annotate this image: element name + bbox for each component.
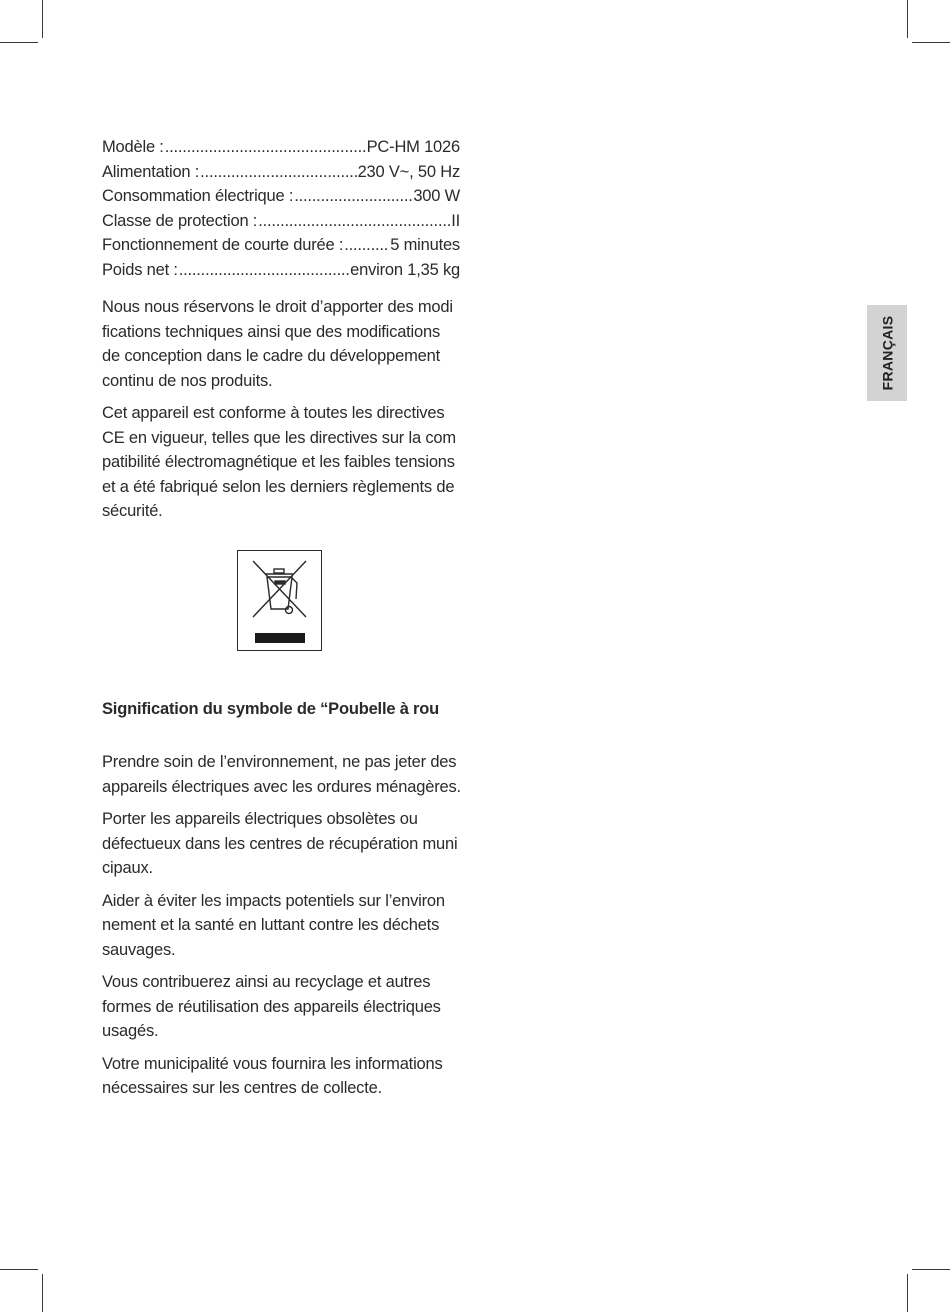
crop-mark <box>907 0 908 38</box>
spec-row <box>102 233 460 258</box>
crop-mark <box>0 42 38 43</box>
section-heading: Signification du symbole de “Poubelle à rou <box>102 700 440 718</box>
crop-mark <box>912 1269 950 1270</box>
spec-label: Modèle : <box>102 138 164 156</box>
leader-dots <box>294 184 412 209</box>
spec-row <box>102 135 460 160</box>
leader-dots <box>165 135 366 160</box>
crossed-out-wheelie-bin-icon <box>238 551 321 650</box>
crop-mark <box>912 42 950 43</box>
crop-mark <box>907 1274 908 1312</box>
spec-row <box>102 184 460 209</box>
disposal-paragraph: Vous contribuerez ainsi au recyclage et autres formes de réutilisation des appareils électriques usagés. <box>102 973 441 1040</box>
crop-mark <box>42 1274 43 1312</box>
spec-row <box>102 209 460 234</box>
disposal-column <box>102 750 462 1101</box>
spec-label: Alimentation : <box>102 162 200 181</box>
spec-value: 5 minutes <box>390 236 460 254</box>
spec-row <box>102 160 460 185</box>
weee-symbol-box <box>237 550 322 651</box>
spec-value: PC-HM 1026 <box>366 138 460 156</box>
spec-value: II <box>451 211 460 230</box>
language-tab <box>867 305 907 401</box>
crop-mark <box>0 1269 38 1270</box>
spec-value: 300 W <box>413 187 460 205</box>
spec-row <box>102 258 460 283</box>
leader-dots <box>344 233 389 258</box>
main-column <box>102 135 460 524</box>
leader-dots <box>200 160 356 185</box>
disposal-paragraph: Votre municipalité vous fournira les informations nécessaires sur les centres de collecte. <box>102 1054 443 1097</box>
crop-mark <box>42 0 43 38</box>
paragraph-conformity: Cet appareil est conforme à toutes les directives CE en vigueur, telles que les directives sur la com patibilité électromagnétique et les faibles tensions et a été fabriqué selon les derniers règlements de sécurité. <box>102 404 456 520</box>
spec-label: Fonctionnement de courte durée : <box>102 236 344 254</box>
spec-label: Consommation électrique : <box>102 187 294 205</box>
language-tab-label: FRANÇAIS <box>879 315 896 391</box>
spec-label: Classe de protection : <box>102 211 258 230</box>
disposal-paragraph: Aider à éviter les impacts potentiels sur l’environ nement et la santé en luttant contre les déchets sauvages. <box>102 891 445 959</box>
spec-label: Poids net : <box>102 260 178 279</box>
disposal-paragraph: Porter les appareils électriques obsolètes ou défectueux dans les centres de récupération muni cipaux. <box>102 810 458 877</box>
leader-dots <box>258 209 450 234</box>
spec-value: environ 1,35 kg <box>350 260 460 279</box>
disposal-paragraph: Prendre soin de l’environnement, ne pas jeter des appareils électriques avec les ordures ménagères. <box>102 753 461 796</box>
spec-value: 230 V~, 50 Hz <box>357 162 460 181</box>
paragraph-modifications: Nous nous réservons le droit d’apporter des modi fications techniques ainsi que des modifications de conception dans le cadre du développement continu de nos produits. <box>102 298 453 390</box>
leader-dots <box>179 258 349 283</box>
spec-list <box>102 135 460 282</box>
